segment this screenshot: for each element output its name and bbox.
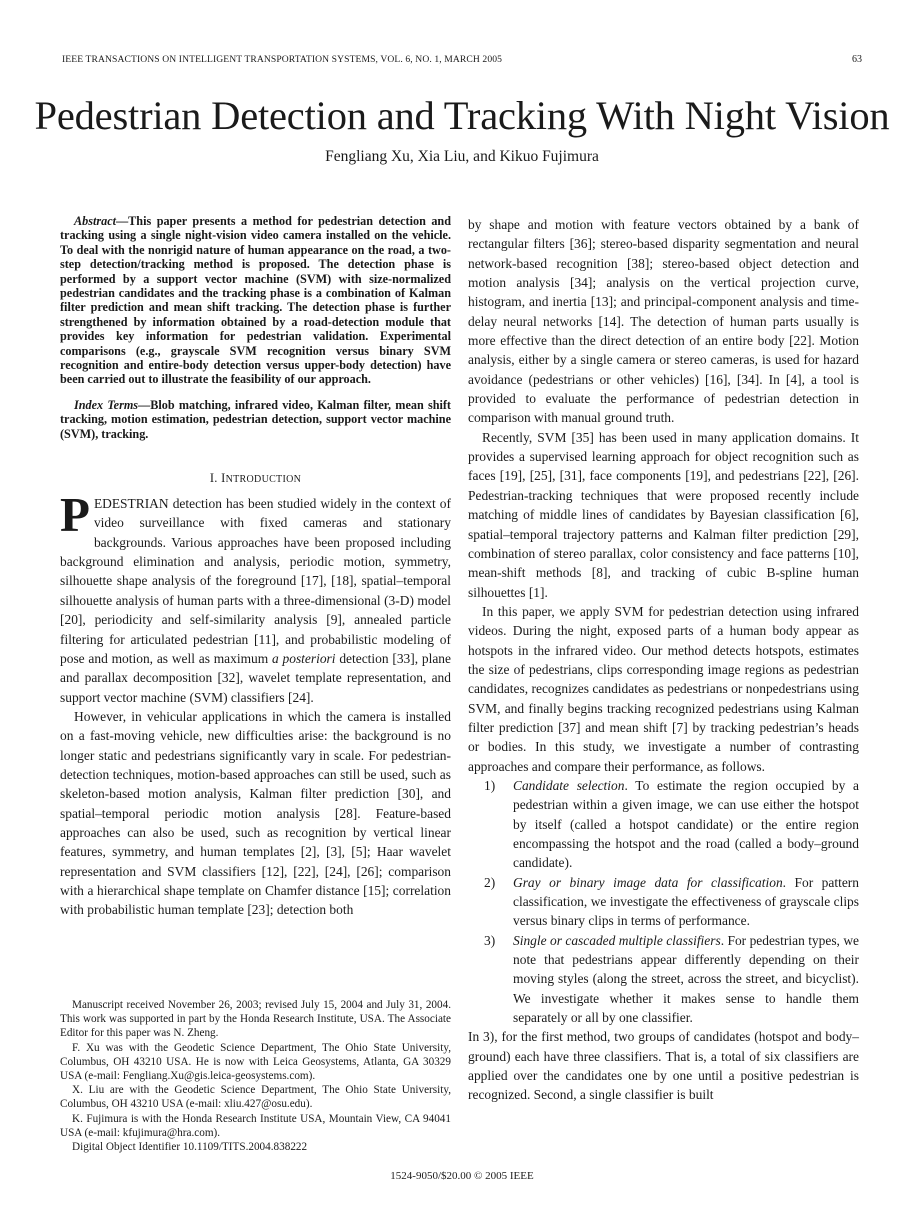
list-item-text: . To estimate the region occupied by a pedestrian within a given image, we can use either the hotspot by itself (called a hotspot candidate) or the entire region encompassing the hotspot and the road (called a body–ground candidate). [513,777,859,871]
section-rest: NTRODUCTION [225,474,302,486]
list-item-title: Single or cascaded multiple classifiers [513,932,721,948]
list-number: 1) [484,777,496,793]
index-terms [60,398,451,441]
footnote-doi: Digital Object Identifier 10.1109/TITS.2004.838222 [72,1141,308,1154]
list-number: 2) [484,874,496,890]
list-item-text: . For pedestrian types, we note that pedestrians appear differently depending on their moving styles (along the street, across the street, and bicyclist). We investigate whether it makes sense to handle them separately or all by one classifier. [513,932,859,1026]
paper-title: Pedestrian Detection and Tracking With Night Vision [34,93,890,138]
comparison-list [468,776,859,1027]
right-paragraph-4: In 3), for the first method, two groups of candidates (hotspot and body–ground) each have three classifiers. That is, a total of six classifiers are applied over the candidates one by one until a positive pedestrian is recognized. Second, a single classifier is built [468,1029,859,1103]
list-item [468,873,859,931]
right-paragraph-2: Recently, SVM [35] has been used in many application domains. It provides a supervised learning approach for object recognition such as faces [19], [25], [31], face components [19], and pedestrians [22], [26]. Pedestrian-tracking techniques that were proposed recently include matching of middle lines of candidates by Bayesian classification [6], spatial–temporal trajectory patterns and Kalman filter prediction [29], combination of stereo parallax, color consistency and face patterns [10], mean-shift methods [8], and tracking of cubic B-spline human silhouettes [1]. [468,429,859,600]
page-number: 63 [852,54,862,65]
intro-capword: EDESTRIAN [93,496,169,512]
index-terms-text: —Blob matching, infrared video, Kalman filter, mean shift tracking, motion estimation, pedestrian detection, support vector machine (SVM), tracking. [60,397,451,441]
intro-paragraph-1 [60,487,451,707]
list-item [468,931,859,1028]
abstract-lead: Abstract [74,214,116,228]
left-column [60,214,451,920]
journal-header: IEEE TRANSACTIONS ON INTELLIGENT TRANSPORTATION SYSTEMS, VOL. 6, NO. 1, MARCH 2005 [62,54,503,65]
index-terms-lead: Index Terms [74,397,139,412]
intro-p1-italic: a posteriori [272,650,336,666]
section-first-letter: I [221,471,226,486]
list-item-title: Candidate selection [513,777,625,793]
abstract-text: —This paper presents a method for pedestrian detection and tracking using a single night-vision video camera installed on the vehicle. To deal with the nonrigid nature of human appearance on the road, a two-step detection/tracking method is proposed. The detection phase is performed by a support vector machine (SVM) with size-normalized pedestrian candidates and the tracking phase is a combination of Kalman filter prediction and mean shift tracking. The detection phase is further strengthened by information obtained by a road-detection module that provides key information for pedestrian validation. Experimental comparisons (e.g., grayscale SVM recognition versus binary SVM recognition and entire-body detection versus upper-body detection) have been carried out to illustrate the feasibility of our approach. [60,214,451,387]
list-item-text: . For pattern classification, we investigate the effectiveness of grayscale clips versus binary clips in terms of performance. [513,874,859,929]
intro-p1-text: detection has been studied widely in the context of video surveillance with fixed cameras and stationary backgrounds. Various approaches have been proposed including background elimination and analysis, periodic motion, symmetry, silhouette shape analysis of the foreground [17], [18], spatial–temporal silhouette analysis of human parts with a three-dimensional (3-D) model [20], periodicity and self-similarity analysis [9], annealed particle filtering for articulated pedestrian [11], and probabilistic modeling of pose and motion, as well as maximum [60,496,451,666]
intro-paragraph-2: However, in vehicular applications in which the camera is installed on a fast-moving vehicle, new difficulties arise: the background is no longer static and pedestrians significantly vary in scale. For pedestrian-detection techniques, motion-based approaches can still be used, such as skeleton-based motion analysis, Kalman filter prediction [30], and spatial–temporal periodic motion analysis [28]. Feature-based approaches can also be used, such as recognition by vertical linear features, symmetry, and human templates [2], [3], [5]; Haar wavelet representation and SVM classifiers [12], [22], [24], [26]; comparison with a hierarchical shape template on Chamfer distance [15]; correlation with probabilistic human template [23]; detection both [60,708,451,918]
right-paragraph-3: In this paper, we apply SVM for pedestrian detection using infrared videos. During the night, exposed parts of a human body appear as hotspots in the infrared video. Our method detects hotspots, estimates the size of pedestrians, clips corresponding image regions as pedestrian candidates, recognizes candidates as pedestrians or nonpedestrians using SVM, and finally begins tracking recognized pedestrians using Kalman filter prediction [37] and mean shift [7] by tracking pedestrian’s heads or bodies. In this study, we investigate a number of contrasting approaches and compare their performance, as follows. [468,603,859,774]
list-number: 3) [484,932,496,948]
footnote-liu: X. Liu are with the Geodetic Science Department, The Ohio State University, Columbus, OH 43210 USA (e-mail: xliu.427@osu.edu). [60,1084,451,1111]
footnote-manuscript: Manuscript received November 26, 2003; revised July 15, 2004 and July 31, 2004. This work was supported in part by the Honda Research Institute, USA. The Associate Editor for this paper was N. Zheng. [60,999,451,1040]
section-numeral: I. [209,471,218,486]
intro-p1-tail: detection [33], plane and parallax decomposition [32], wavelet template representation, and support vector machine (SVM) classifiers [24]. [60,650,451,705]
paper-authors: Fengliang Xu, Xia Liu, and Kikuo Fujimura [325,148,599,165]
section-heading-introduction [60,471,451,486]
list-item-title: Gray or binary image data for classification [513,874,783,890]
drop-cap: P [60,487,90,543]
abstract [60,214,451,387]
copyright-footer: 1524-9050/$20.00 © 2005 IEEE [390,1170,534,1182]
footnotes [60,998,451,1154]
right-paragraph-1: by shape and motion with feature vectors obtained by a bank of rectangular filters [36]; stereo-based disparity segmentation and neural network-based recognition [38]; stereo-based object detection and motion analysis [34]; analysis on the vertical projection curve, histogram, and inertia [13]; and principal-component analysis and time-delay neural networks [14]. The detection of human parts usually is more effective than the direct detection of an entire body [22]. Motion analysis, either by a single camera or stereo cameras, is used for hazard avoidance (pedestrians or other vehicles) [16], [34]. In [4], a tool is provided to evaluate the performance of pedestrian detection in comparison with manual ground truth. [468,217,859,426]
footnote-fujimura: K. Fujimura is with the Honda Research Institute USA, Mountain View, CA 94041 USA (e-mail: kfujimura@hra.com). [60,1112,451,1139]
footnote-xu: F. Xu was with the Geodetic Science Department, The Ohio State University, Columbus, OH 43210 USA. He is now with Leica Geosystems, Atlanta, GA 30329 USA (e-mail: Fengliang.Xu@gis.leica-geosystems.com). [60,1041,451,1083]
list-item [468,776,859,873]
right-column [468,215,859,1105]
